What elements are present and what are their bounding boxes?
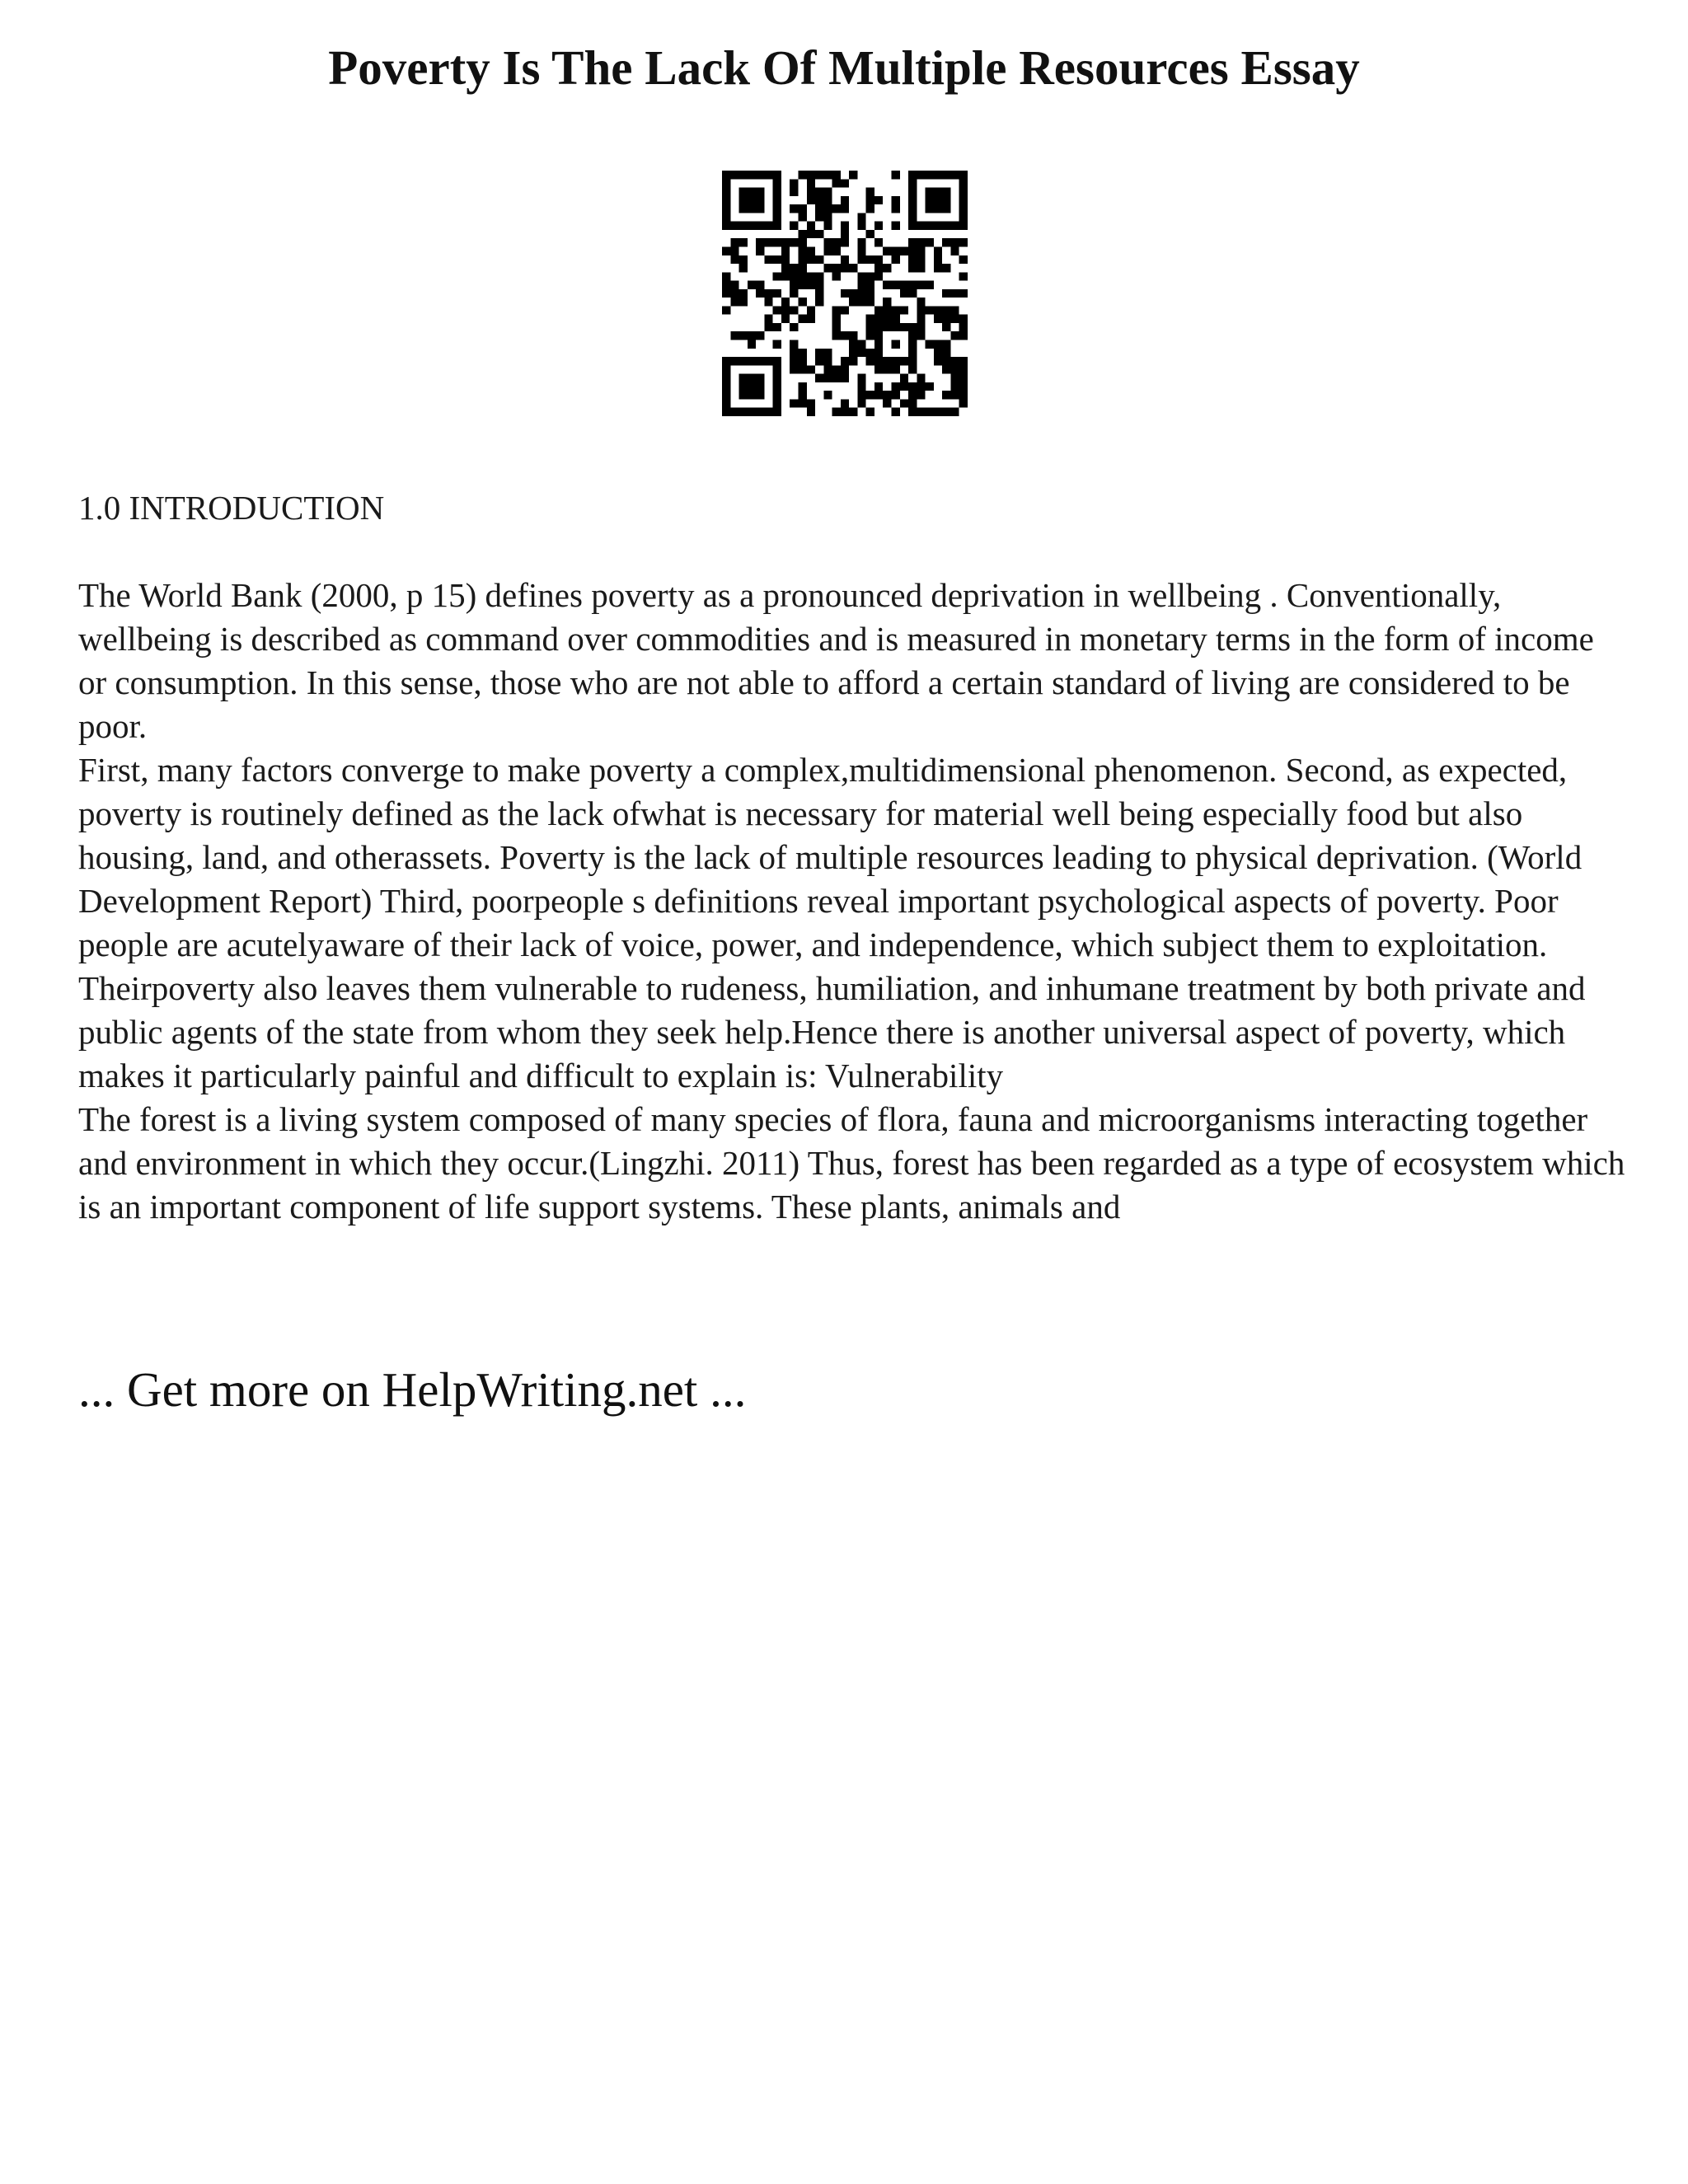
paragraph-2: First, many factors converge to make poverty a complex,multidimensional phenomenon. Second, as expected, poverty is routinely defined as the lack ofwhat is necessary for material well being especially food but also housing, land, and otherassets. Poverty is the lack of multiple resources leading to physical deprivation. (World Development Report) Third, poorpeople s definitions reveal important psychological aspects of poverty. Poor people are acutelyaware of their lack of voice, power, and independence, which subject them to exploitation. Theirpoverty also leaves them vulnerable to rudeness, humiliation, and inhumane treatment by both private and public agents of the state from whom they seek help.Hence there is another universal aspect of poverty, which makes it particularly painful and difficult to explain is: Vulnerability <box>78 751 1586 1094</box>
qr-code-icon <box>722 171 968 416</box>
get-more-link[interactable]: ... Get more on HelpWriting.net ... <box>78 1362 747 1417</box>
essay-body <box>78 574 1628 1229</box>
page-title: Poverty Is The Lack Of Multiple Resources Essay <box>328 40 1360 95</box>
paragraph-3: The forest is a living system composed of many species of flora, fauna and microorganisms interacting together and environment in which they occur.(Lingzhi. 2011) Thus, forest has been regarded as a type of ecosystem which is an important component of life support systems. These plants, animals and <box>78 1100 1625 1226</box>
section-heading: 1.0 INTRODUCTION <box>78 489 385 527</box>
paragraph-1: The World Bank (2000, p 15) defines poverty as a pronounced deprivation in wellbeing . Conventionally, wellbeing is described as command over commodities and is measured in monetary terms in the form of income or consumption. In this sense, those who are not able to afford a certain standard of living are considered to be poor. <box>78 576 1594 745</box>
